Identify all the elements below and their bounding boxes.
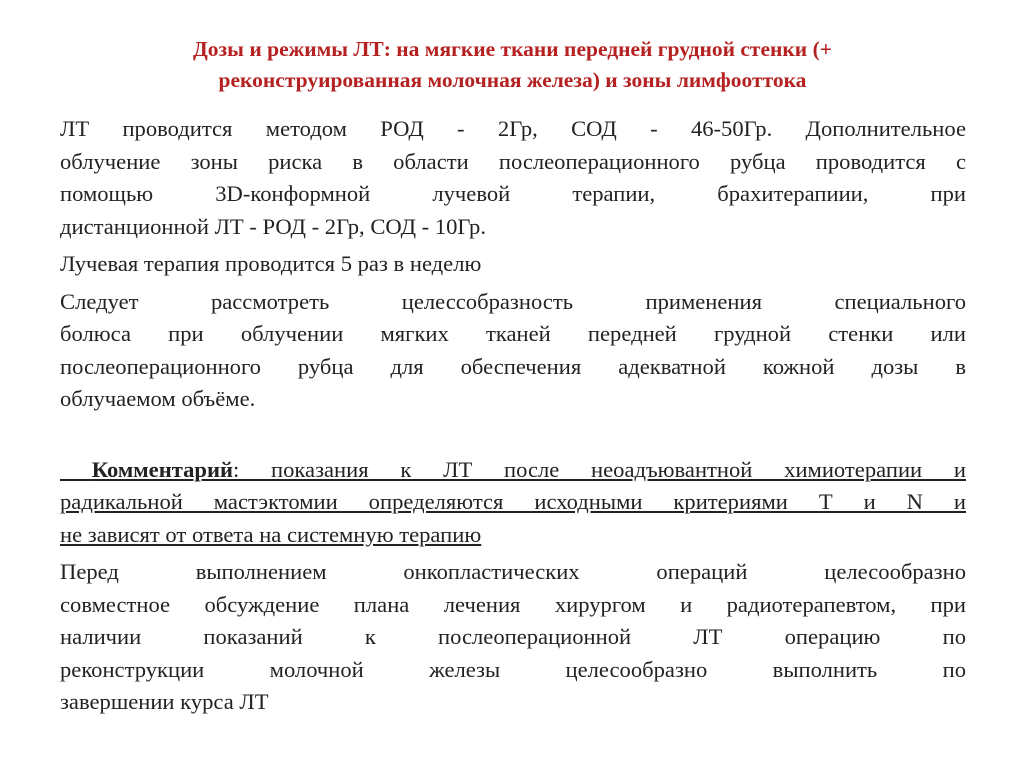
comment-lead: Комментарий	[91, 456, 233, 482]
text-line: Лучевая терапия проводится 5 раз в неделю	[60, 251, 482, 276]
title-line: реконструированная молочная железа) и зоны лимфооттока	[218, 68, 807, 92]
comment-first-line	[60, 454, 966, 487]
text-line: послеоперационного рубца для обеспечения адекватной кожной дозы в	[60, 353, 966, 379]
slide-body	[60, 113, 966, 719]
text-line: дистанционной ЛТ - РОД - 2Гр, СОД - 10Гр.	[60, 213, 486, 239]
text-line: болюса при облучении мягких тканей передней грудной стенки или	[60, 321, 966, 346]
paragraph-dose-regimen	[60, 113, 966, 243]
text-line: ЛТ проводится методом РОД - 2Гр, СОД - 46-50Гр. Дополнительное	[60, 116, 966, 141]
text-line: совместное обсуждение плана лечения хирургом и радиотерапевтом, при	[60, 591, 966, 617]
text-line: облучаемом объёме.	[60, 386, 256, 411]
title-line: Дозы и режимы ЛТ: на мягкие ткани передней грудной стенки (+	[193, 37, 832, 61]
text-line: наличии показаний к послеоперационной ЛТ операцию по	[60, 624, 966, 649]
text-line: Следует рассмотреть целессобразность применения специального	[60, 288, 966, 314]
text-line: не зависят от ответа на системную терапию	[60, 521, 482, 547]
text-line: радикальной мастэктомии определяются исходными критериями Т и N и	[60, 489, 966, 514]
text-line: реконструкции молочной железы целесообразно выполнить по	[60, 656, 966, 682]
paragraph-oncoplastic	[60, 556, 966, 719]
text-line: облучение зоны риска в области послеоперационного рубца проводится с	[60, 148, 966, 174]
text-line: помощью 3D-конформной лучевой терапии, брахитерапиии, при	[60, 181, 966, 206]
text-line: завершении курса ЛТ	[60, 689, 269, 714]
slide-title	[60, 34, 965, 96]
comment-first-line-text: : показания к ЛТ после неоадъювантной химиотерапии и	[233, 456, 966, 482]
paragraph-comment	[60, 454, 966, 552]
paragraph-bolus	[60, 286, 966, 416]
spacer	[60, 416, 966, 454]
text-line: Перед выполнением онкопластических операций целесообразно	[60, 559, 966, 584]
paragraph-frequency	[60, 248, 966, 281]
